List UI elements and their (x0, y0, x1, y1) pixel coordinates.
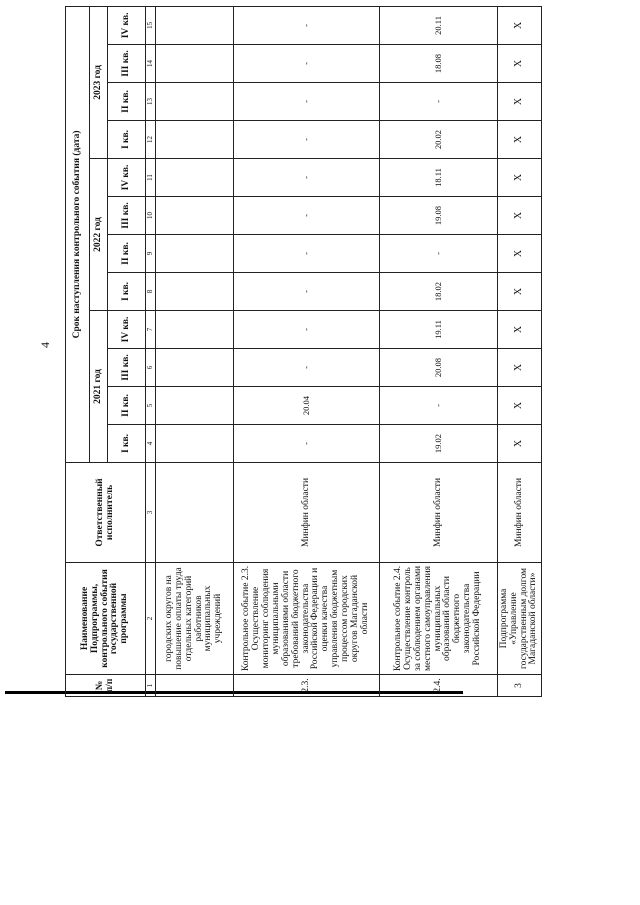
column-index: 5 (146, 387, 156, 425)
column-index: 3 (146, 463, 156, 563)
header-quarter: IV кв. (108, 6, 146, 44)
quarter-date: - (234, 121, 380, 159)
quarter-date: X (498, 349, 542, 387)
column-index: 13 (146, 83, 156, 121)
quarter-date: X (498, 6, 542, 44)
quarter-date: - (234, 349, 380, 387)
quarter-date: X (498, 197, 542, 235)
header-quarter: IV кв. (108, 311, 146, 349)
quarter-date: 20.02 (380, 121, 498, 159)
quarter-date: - (234, 6, 380, 44)
header-quarter: I кв. (108, 425, 146, 463)
quarter-date: - (234, 83, 380, 121)
quarter-date: X (498, 159, 542, 197)
row-name: Контрольное событие 2.3. Осуществление мониторинг соблюдения муниципальными образованиями области требований бюджетного законодательства Российской Федерации и оценки качества управления бюджетным процессом городских округов Магаданской области (234, 563, 380, 675)
row-name: Подпрограмма «Управление государственным долгом Магаданской области» (498, 563, 542, 675)
header-quarter: II кв. (108, 387, 146, 425)
header-year-2021: 2021 год (90, 311, 108, 463)
header-name: Наименование Подпрограммы, контрольного события государственной программы (66, 563, 146, 675)
quarter-date: 20.04 (234, 387, 380, 425)
table-row (498, 6, 542, 696)
quarter-date: X (498, 387, 542, 425)
column-index: 15 (146, 6, 156, 44)
row-num: 2.4. (380, 675, 498, 697)
quarter-date: 20.11 (380, 6, 498, 44)
quarter-date (156, 121, 234, 159)
row-name: Контрольное событие 2.4. Осуществление контроль за соблюдением органами местного самоуправления муниципальных образований области бюджетного законодательства Российской Федерации (380, 563, 498, 675)
header-quarter: III кв. (108, 349, 146, 387)
quarter-date: X (498, 45, 542, 83)
quarter-date: X (498, 425, 542, 463)
row-executor: Минфин области (380, 463, 498, 563)
header-quarter: IV кв. (108, 159, 146, 197)
quarter-date (156, 235, 234, 273)
quarter-date (156, 349, 234, 387)
quarter-date (156, 6, 234, 44)
column-index: 4 (146, 425, 156, 463)
quarter-date (156, 83, 234, 121)
quarter-date: X (498, 235, 542, 273)
row-num: 3 (498, 675, 542, 697)
quarter-date (156, 273, 234, 311)
column-index: 14 (146, 45, 156, 83)
column-index: 9 (146, 235, 156, 273)
row-executor: Минфин области (498, 463, 542, 563)
header-deadline: Срок наступления контрольного события (дата) (66, 6, 90, 462)
table-row (234, 6, 380, 696)
header-quarter: I кв. (108, 273, 146, 311)
rotated-table-wrapper (65, 7, 539, 697)
quarter-date: 18.02 (380, 273, 498, 311)
column-index: 8 (146, 273, 156, 311)
quarter-date: 19.02 (380, 425, 498, 463)
quarter-date: - (234, 273, 380, 311)
table-row (156, 6, 234, 696)
column-index: 11 (146, 159, 156, 197)
quarter-date: - (234, 425, 380, 463)
quarter-date (156, 311, 234, 349)
header-year-2022: 2022 год (90, 159, 108, 311)
column-index: 10 (146, 197, 156, 235)
table-row (380, 6, 498, 696)
quarter-date: 20.08 (380, 349, 498, 387)
column-index: 1 (146, 675, 156, 697)
quarter-date: 18.08 (380, 45, 498, 83)
header-num: № п/п (66, 675, 146, 697)
row-executor: Минфин области (234, 463, 380, 563)
quarter-date: 19.11 (380, 311, 498, 349)
quarter-date: X (498, 311, 542, 349)
header-quarter: III кв. (108, 45, 146, 83)
quarter-date: X (498, 273, 542, 311)
quarter-date: - (380, 387, 498, 425)
header-quarter: III кв. (108, 197, 146, 235)
row-num: 2.3. (234, 675, 380, 697)
row-num (156, 675, 234, 697)
quarter-date (156, 197, 234, 235)
quarter-date: - (380, 235, 498, 273)
quarter-date (156, 45, 234, 83)
quarter-date: - (234, 159, 380, 197)
column-index: 2 (146, 563, 156, 675)
quarter-date (156, 159, 234, 197)
quarter-date: - (380, 83, 498, 121)
header-executor: Ответственный исполнитель (66, 463, 146, 563)
row-executor (156, 463, 234, 563)
column-index: 6 (146, 349, 156, 387)
quarter-date (156, 387, 234, 425)
column-index: 7 (146, 311, 156, 349)
quarter-date (156, 425, 234, 463)
control-events-table (65, 6, 542, 697)
column-index: 12 (146, 121, 156, 159)
quarter-date: X (498, 83, 542, 121)
header-quarter: I кв. (108, 121, 146, 159)
quarter-date: 18.11 (380, 159, 498, 197)
page-number: 4 (38, 342, 52, 348)
header-quarter: II кв. (108, 235, 146, 273)
quarter-date: - (234, 45, 380, 83)
header-quarter: II кв. (108, 83, 146, 121)
header-year-2023: 2023 год (90, 6, 108, 158)
row-name: городских округов на повышение оплаты труда отдельных категорий работников муниципальных учреждений (156, 563, 234, 675)
quarter-date: - (234, 197, 380, 235)
quarter-date: 19.08 (380, 197, 498, 235)
quarter-date: - (234, 235, 380, 273)
quarter-date: - (234, 311, 380, 349)
quarter-date: X (498, 121, 542, 159)
